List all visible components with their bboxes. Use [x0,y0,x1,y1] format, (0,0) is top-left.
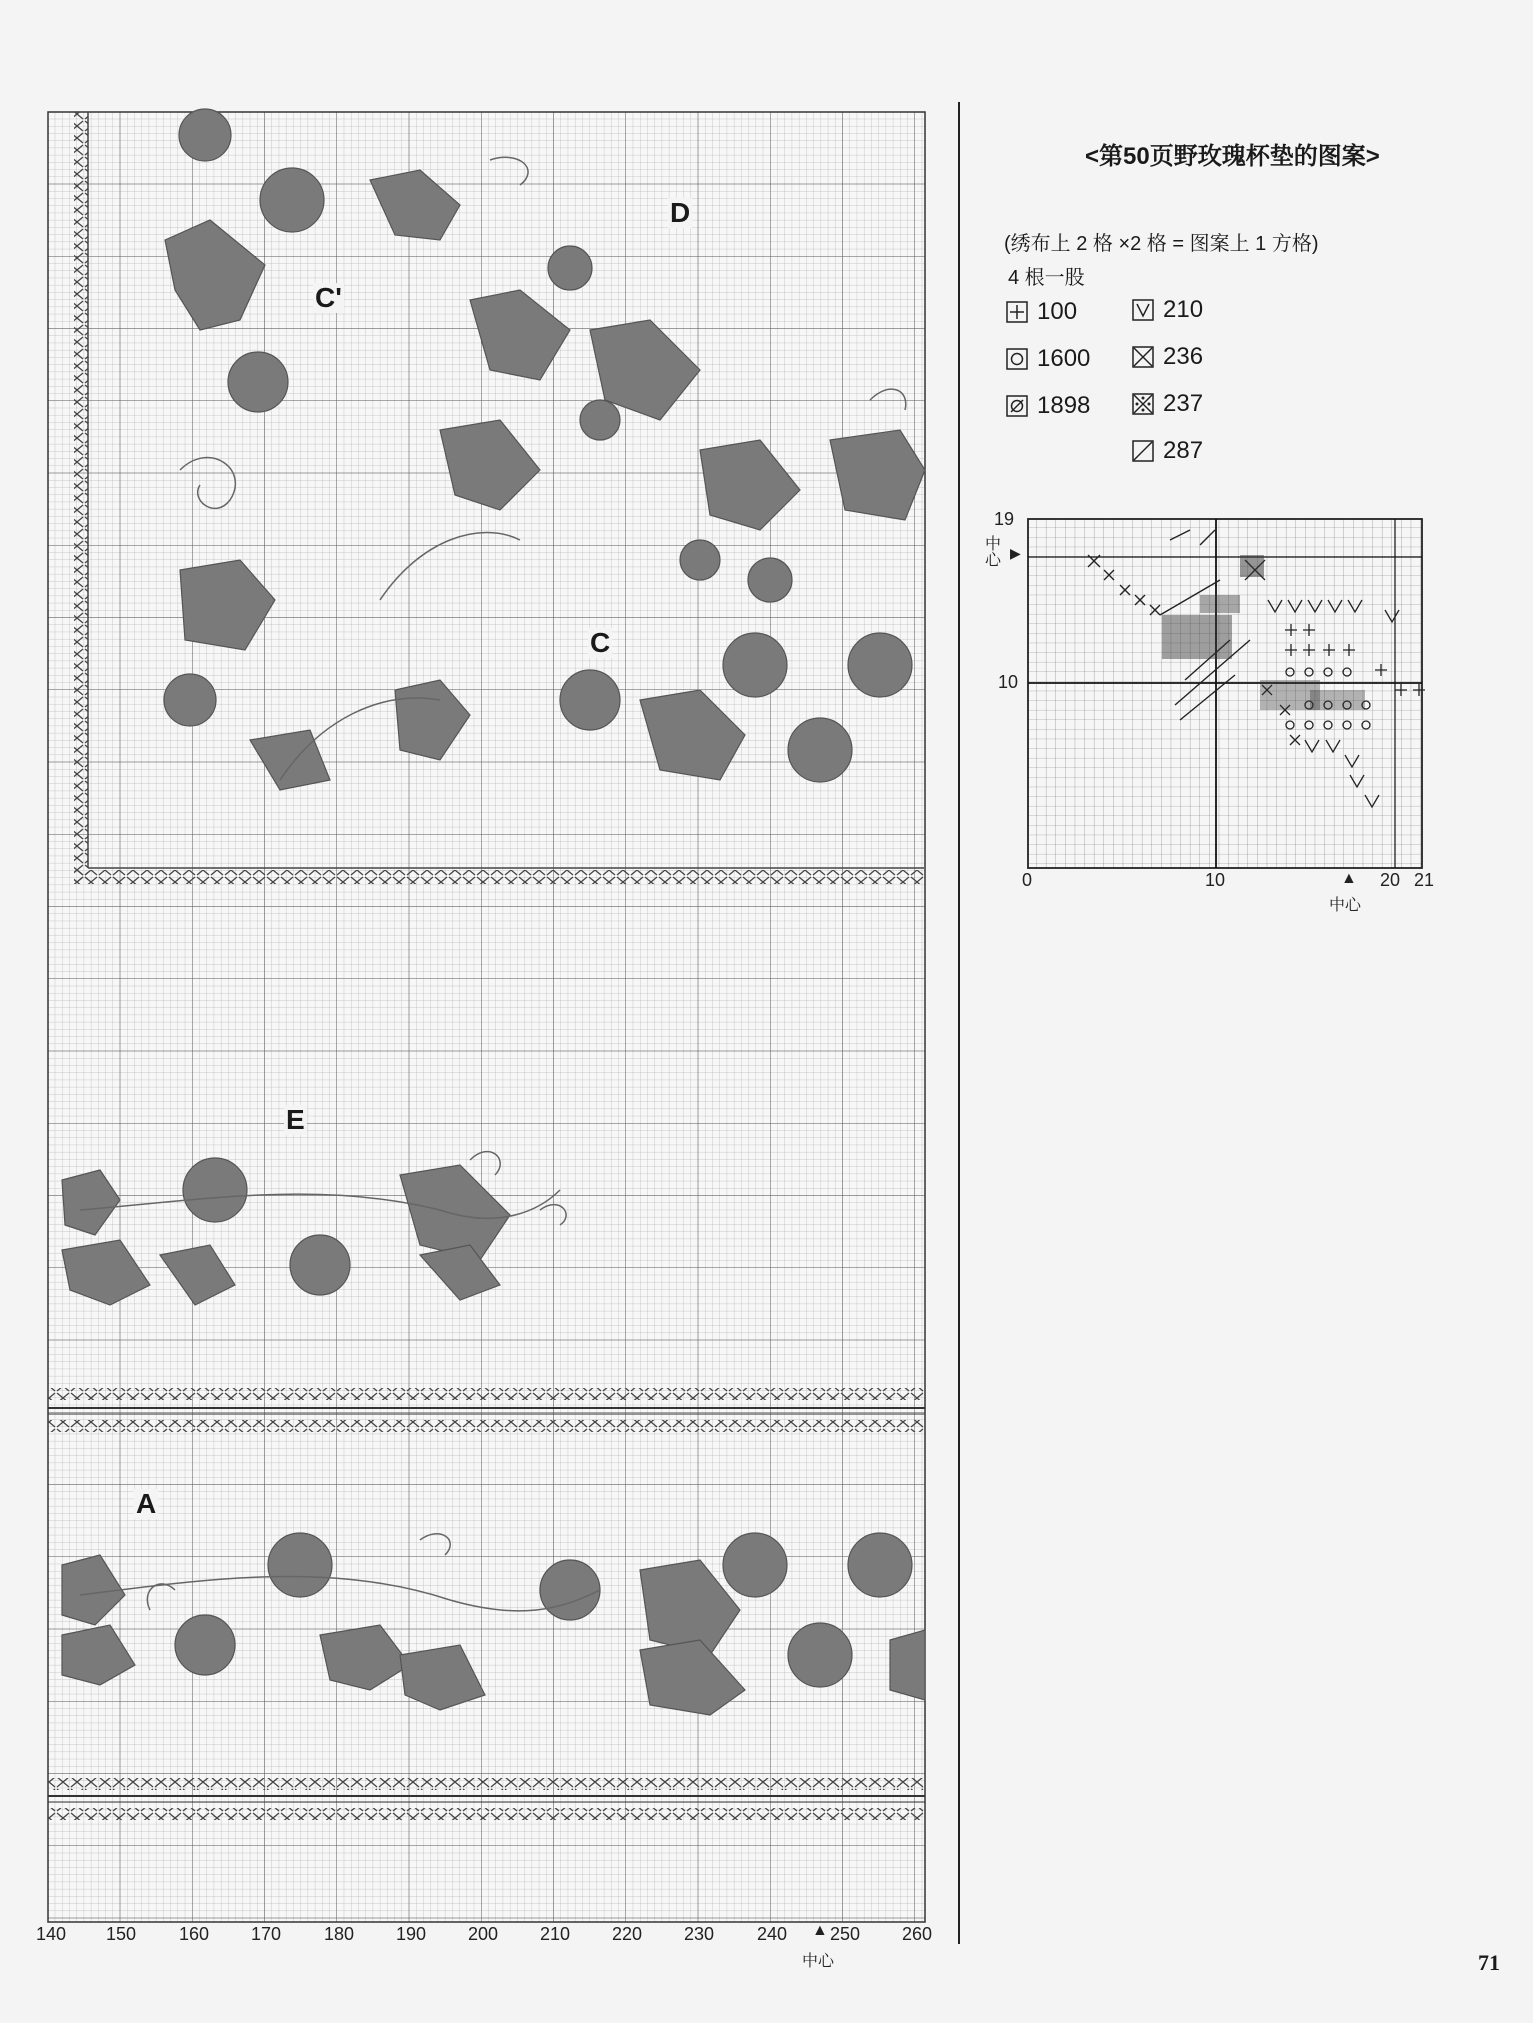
center-label: 中心 [802,1953,835,1970]
slashed-circle-symbol-icon [1006,395,1028,417]
small-x-tick: 21 [1414,870,1435,890]
small-x-tick: 10 [1205,870,1226,890]
small-y-tick: 10 [998,672,1019,692]
x-tick: 240 [757,1924,788,1944]
small-x-tick: 0 [1022,870,1033,890]
small-center-x-marker: ▲ [1341,870,1357,887]
plus-symbol-icon [1006,301,1028,323]
section-label-c: C [590,627,611,658]
x-tick: 140 [36,1924,67,1944]
slash-symbol-icon [1132,440,1154,462]
small-center-x-label: 中心 [1329,897,1362,914]
legend-item [1132,296,1203,324]
center-marker: ▲ [812,1922,828,1939]
legend-code: 236 [1163,343,1204,370]
x-tick: 250 [830,1924,861,1944]
legend-code: 1600 [1037,345,1091,372]
section-label-c-prime: C' [315,282,342,313]
legend-item [1132,437,1203,465]
legend-code: 100 [1037,298,1078,325]
small-chart-symbols [1245,560,1425,807]
small-center-y-label: 中心 [985,536,1002,569]
legend-code: 210 [1163,296,1204,323]
x-tick: 150 [106,1924,137,1944]
legend-code: 287 [1163,437,1204,464]
x-tick: 200 [468,1924,499,1944]
x-tick: 220 [612,1924,643,1944]
legend-item [1006,345,1090,373]
x-tick: 260 [902,1924,933,1944]
x-tick: 230 [684,1924,715,1944]
x-tick: 190 [396,1924,427,1944]
legend-code: 237 [1163,390,1204,417]
x-dots-symbol-icon [1132,393,1154,415]
x-tick: 160 [179,1924,210,1944]
small-center-y-marker: ▶ [1010,545,1021,561]
page-number: 71 [1478,1950,1500,1975]
x-symbol-icon [1132,346,1154,368]
scale-note: (绣布上 2 格 ×2 格 = 图案上 1 方格) [1004,233,1319,255]
column-divider [958,102,960,1944]
circle-symbol-icon [1006,348,1028,370]
small-chart-stitches [1088,530,1250,720]
small-x-tick: 20 [1380,870,1401,890]
x-tick: 210 [540,1924,571,1944]
legend-item [1132,343,1203,371]
section-label-a: A [136,1488,157,1519]
legend-code: 1898 [1037,392,1091,419]
v-symbol-icon [1132,299,1154,321]
strand-note: 4 根一股 [1008,267,1085,289]
section-label-d: D [670,197,691,228]
section-label-e: E [286,1104,305,1135]
page-title: <第50页野玫瑰杯垫的图案> [1085,143,1380,170]
x-tick: 180 [324,1924,355,1944]
small-y-tick: 19 [994,509,1015,529]
legend-item [1006,392,1090,420]
legend-item [1006,298,1077,326]
small-chart-dark-cluster [1162,555,1365,710]
legend-item [1132,390,1203,418]
x-tick: 170 [251,1924,282,1944]
